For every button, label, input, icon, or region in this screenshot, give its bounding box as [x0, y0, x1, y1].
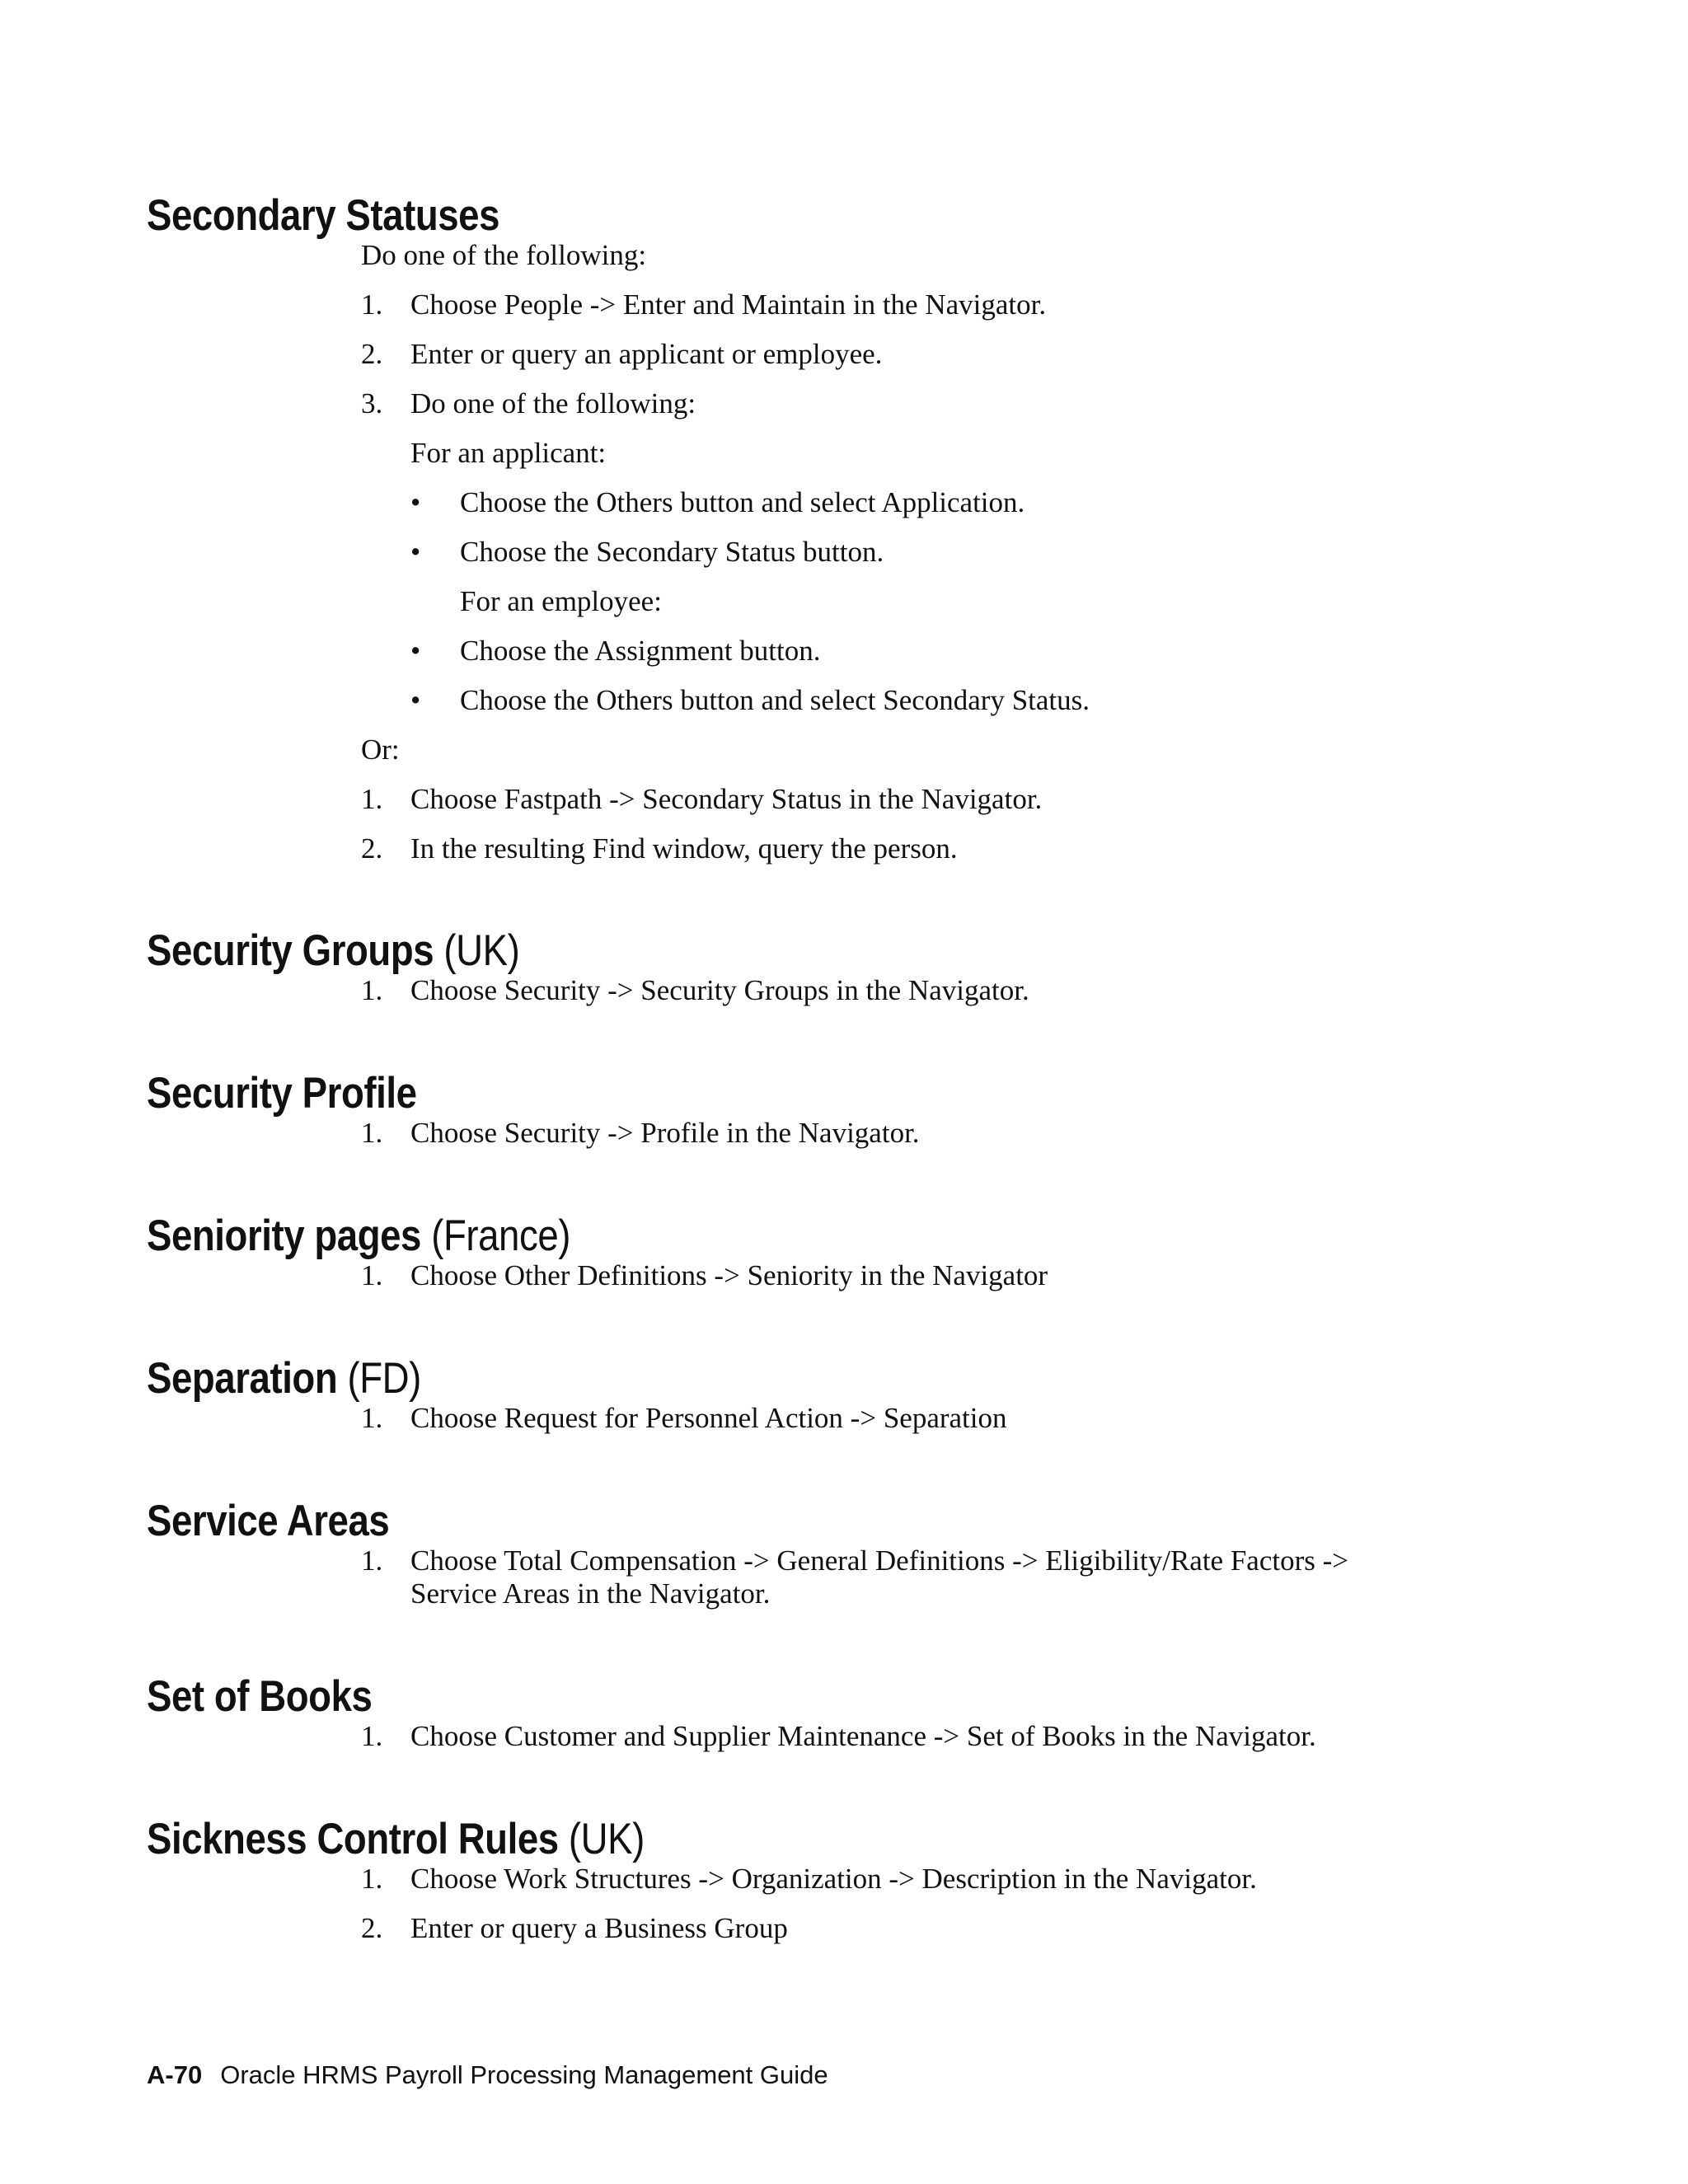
section-heading	[147, 926, 1352, 976]
list-number: 2.	[361, 338, 383, 370]
list-number: 1.	[361, 1863, 383, 1895]
section-heading	[147, 1672, 1352, 1722]
bullet-text: Choose the Assignment button.	[460, 635, 821, 667]
document-title: Oracle HRMS Payroll Processing Management Guide	[220, 2060, 828, 2089]
page-number: A-70	[147, 2060, 203, 2089]
section-sickness-control-rules	[147, 1815, 1548, 1945]
section-separation	[147, 1354, 1548, 1435]
list-text: Choose Work Structures -> Organization -> Description in the Navigator.	[410, 1863, 1257, 1895]
list-number: 1.	[361, 1402, 383, 1434]
list-text: Choose Customer and Supplier Maintenance -> Set of Books in the Navigator.	[410, 1720, 1316, 1752]
list-text: Choose Security -> Profile in the Navigator.	[410, 1117, 920, 1149]
list-item	[361, 832, 1548, 865]
bullet-item	[410, 684, 1548, 717]
section-body	[361, 1259, 1548, 1292]
list-text: In the resulting Find window, query the person.	[410, 832, 958, 865]
list-item	[361, 1402, 1548, 1435]
heading-title: Secondary Statuses	[147, 191, 499, 240]
list-number: 2.	[361, 832, 383, 865]
list-number: 2.	[361, 1912, 383, 1944]
list-text-line: Choose Total Compensation -> General Definitions -> Eligibility/Rate Factors ->	[410, 1544, 1349, 1577]
section-heading	[147, 1212, 1352, 1261]
intro-text: Do one of the following:	[361, 239, 647, 271]
heading-title: Security Profile	[147, 1069, 417, 1118]
section-body	[361, 239, 1548, 865]
list-item	[361, 1912, 1548, 1945]
section-heading	[147, 1497, 1352, 1546]
section-security-profile	[147, 1069, 1548, 1150]
section-body	[361, 1720, 1548, 1753]
list-number: 1.	[361, 1544, 383, 1577]
bullet-icon: •	[410, 684, 421, 716]
section-body	[361, 974, 1548, 1007]
list-text: Choose Request for Personnel Action -> Separation	[410, 1402, 1007, 1434]
heading-qualifier: (UK)	[443, 926, 520, 975]
bullet-item	[410, 635, 1548, 668]
list-item	[361, 783, 1548, 816]
bullet-text: Choose the Others button and select Application.	[460, 486, 1025, 518]
heading-title: Seniority pages	[147, 1212, 421, 1260]
section-secondary-statuses	[147, 191, 1548, 865]
list-item	[361, 1863, 1548, 1896]
section-heading	[147, 191, 1352, 241]
bullet-item	[410, 486, 1548, 519]
list-item	[361, 1720, 1548, 1753]
heading-title: Set of Books	[147, 1672, 373, 1721]
section-heading	[147, 1815, 1352, 1864]
heading-title: Separation	[147, 1354, 338, 1403]
list-number: 1.	[361, 783, 383, 815]
section-body	[361, 1544, 1548, 1610]
list-number: 1.	[361, 288, 383, 321]
section-set-of-books	[147, 1672, 1548, 1753]
bullet-item	[410, 536, 1548, 569]
heading-qualifier: (France)	[431, 1212, 571, 1260]
bullet-icon: •	[410, 486, 421, 518]
list-item	[361, 1544, 1548, 1610]
list-item	[361, 387, 1548, 420]
list-number: 3.	[361, 387, 383, 419]
heading-title: Security Groups	[147, 926, 434, 975]
list-text: Choose Fastpath -> Secondary Status in the Navigator.	[410, 783, 1043, 815]
section-body	[361, 1117, 1548, 1150]
section-seniority-pages	[147, 1212, 1548, 1292]
list-number: 1.	[361, 1720, 383, 1752]
list-text: Do one of the following:	[410, 387, 696, 419]
heading-qualifier: (FD)	[347, 1354, 421, 1403]
heading-title: Sickness Control Rules	[147, 1815, 559, 1863]
list-text: Enter or query an applicant or employee.	[410, 338, 883, 370]
sub-heading-text: For an employee:	[460, 585, 662, 617]
bullet-icon: •	[410, 635, 421, 667]
list-item	[361, 1259, 1548, 1292]
list-number: 1.	[361, 1117, 383, 1149]
list-item	[361, 288, 1548, 321]
section-security-groups	[147, 926, 1548, 1007]
list-number: 1.	[361, 974, 383, 1006]
list-text-line: Service Areas in the Navigator.	[410, 1577, 771, 1610]
or-text: Or:	[361, 733, 400, 766]
list-number: 1.	[361, 1259, 383, 1291]
list-text	[410, 1544, 1548, 1610]
bullet-text: Choose the Others button and select Secondary Status.	[460, 684, 1090, 716]
list-item	[361, 338, 1548, 371]
sub-heading-text: For an applicant:	[410, 437, 607, 469]
section-service-areas	[147, 1497, 1548, 1610]
page-footer	[147, 2060, 828, 2090]
section-heading	[147, 1069, 1352, 1118]
section-heading	[147, 1354, 1352, 1404]
heading-title: Service Areas	[147, 1497, 390, 1545]
bullet-text: Choose the Secondary Status button.	[460, 536, 884, 568]
list-item	[361, 1117, 1548, 1150]
list-text: Choose Other Definitions -> Seniority in the Navigator	[410, 1259, 1048, 1291]
section-body	[361, 1402, 1548, 1435]
list-text: Enter or query a Business Group	[410, 1912, 788, 1944]
list-text: Choose Security -> Security Groups in the Navigator.	[410, 974, 1029, 1006]
section-body	[361, 1863, 1548, 1945]
list-item	[361, 974, 1548, 1007]
heading-qualifier: (UK)	[568, 1815, 645, 1863]
list-text: Choose People -> Enter and Maintain in the Navigator.	[410, 288, 1047, 321]
bullet-icon: •	[410, 536, 421, 568]
